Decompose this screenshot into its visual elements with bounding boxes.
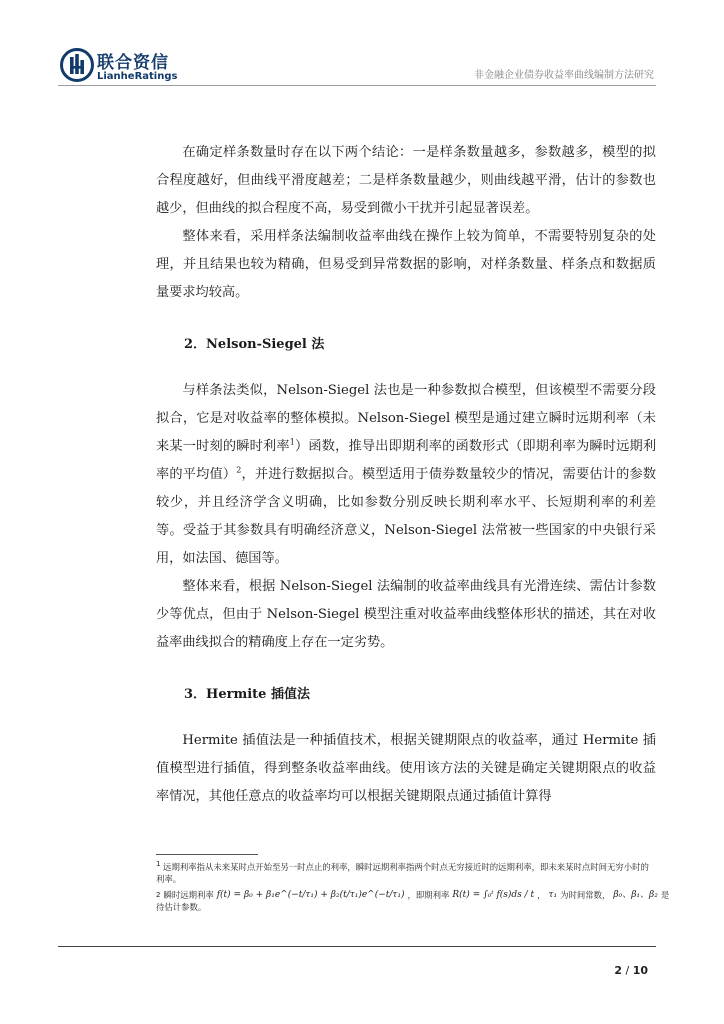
- lianhe-logo-icon: [60, 48, 94, 82]
- paragraph-spline-conclusions: 在确定样条数量时存在以下两个结论：一是样条数量越多，参数越多，模型的拟合程度越好，但曲线平滑度越差；二是样条数量越少，则曲线越平滑，估计的参数也越少，但曲线的拟合程度不高，易受到微小干扰并引起显著误差。: [156, 145, 656, 216]
- paragraph-nelson-siegel-summary: 整体来看，根据 Nelson-Siegel 法编制的收益率曲线具有光滑连续、需估计参数少等优点，但由于 Nelson-Siegel 模型注重对收益率曲线整体形状的描述，其在对收益率曲线拟合的精确度上存在一定劣势。: [156, 579, 656, 650]
- footnote-2: 2 瞬时远期利率 f(t) = β₀ + β₁e^(−t/τ₁) + β₂(t/τ₁)e^(−t/τ₁) ，即期利率 R(t) = ∫₀ᵗ f(s)ds / t ， τ₁ 为时间常数， β₀、β₁、β₂ 是 待估计参数。: [156, 890, 670, 912]
- paragraph-spline-summary: 整体来看，采用样条法编制收益率曲线在操作上较为简单，不需要特别复杂的处理，并且结果也较为精确，但易受到异常数据的影响，对样条数量、样条点和数据质量要求均较高。: [156, 229, 656, 300]
- footnote-divider: [156, 854, 258, 855]
- document-body: [156, 139, 656, 811]
- formula-beta-params: β₀、β₁、β₂: [613, 890, 658, 900]
- formula-spot-rate: R(t) = ∫₀ᵗ f(s)ds / t: [452, 890, 535, 900]
- page-number: 2 / 10: [614, 964, 648, 977]
- page-header: [0, 0, 724, 95]
- logo-chinese-name: 联合资信: [97, 53, 169, 73]
- report-title: 非金融企业债券收益率曲线编制方法研究: [474, 70, 654, 81]
- section-heading-nelson-siegel: 2．Nelson-Siegel 法: [184, 337, 325, 352]
- header-divider: [58, 85, 656, 86]
- footer-divider: [58, 946, 656, 947]
- footnote-ref-2[interactable]: 2: [236, 465, 242, 475]
- formula-tau: τ₁: [548, 890, 558, 900]
- logo-english-name: LianheRatings: [97, 71, 178, 82]
- footnote-ref-1[interactable]: 1: [289, 437, 295, 447]
- paragraph-nelson-siegel-intro: 与样条法类似，Nelson-Siegel 法也是一种参数拟合模型，但该模型不需要分段拟合，它是对收益率的整体模拟。Nelson-Siegel 模型是通过建立瞬时远期利率（未来某一时刻的瞬时利率$^1$）函数，推导出即期利率的函数形式（即期利率为瞬时远期利率的平均值）$^2$，并进行数据拟合。模型适用于债券数量较少的情况，需要估计的参数较少，并且经济学含义明确，比如参数分别反映长期利率水平、长短期利率的利差等。受益于其参数具有明确经济意义，Nelson-Siegel 法常被一些国家的中央银行采用，如法国、德国等。: [156, 383, 657, 566]
- company-logo: [60, 48, 210, 88]
- section-heading-hermite: 3．Hermite 插值法: [184, 687, 310, 702]
- footnotes: [156, 860, 670, 917]
- formula-forward-rate: f(t) = β₀ + β₁e^(−t/τ₁) + β₂(t/τ₁)e^(−t/τ₁): [216, 890, 405, 900]
- footnote-1: $^1$ 远期利率指从未来某时点开始至另一时点止的利率，瞬时远期利率指两个时点无穷接近时的远期利率，即未来某时点时间无穷小时的利率。: [156, 860, 649, 884]
- paragraph-hermite-intro: Hermite 插值法是一种插值技术，根据关键期限点的收益率，通过 Hermite 插值模型进行插值，得到整条收益率曲线。使用该方法的关键是确定关键期限点的收益率情况，其他任意点的收益率均可以根据关键期限点通过插值计算得: [156, 733, 656, 804]
